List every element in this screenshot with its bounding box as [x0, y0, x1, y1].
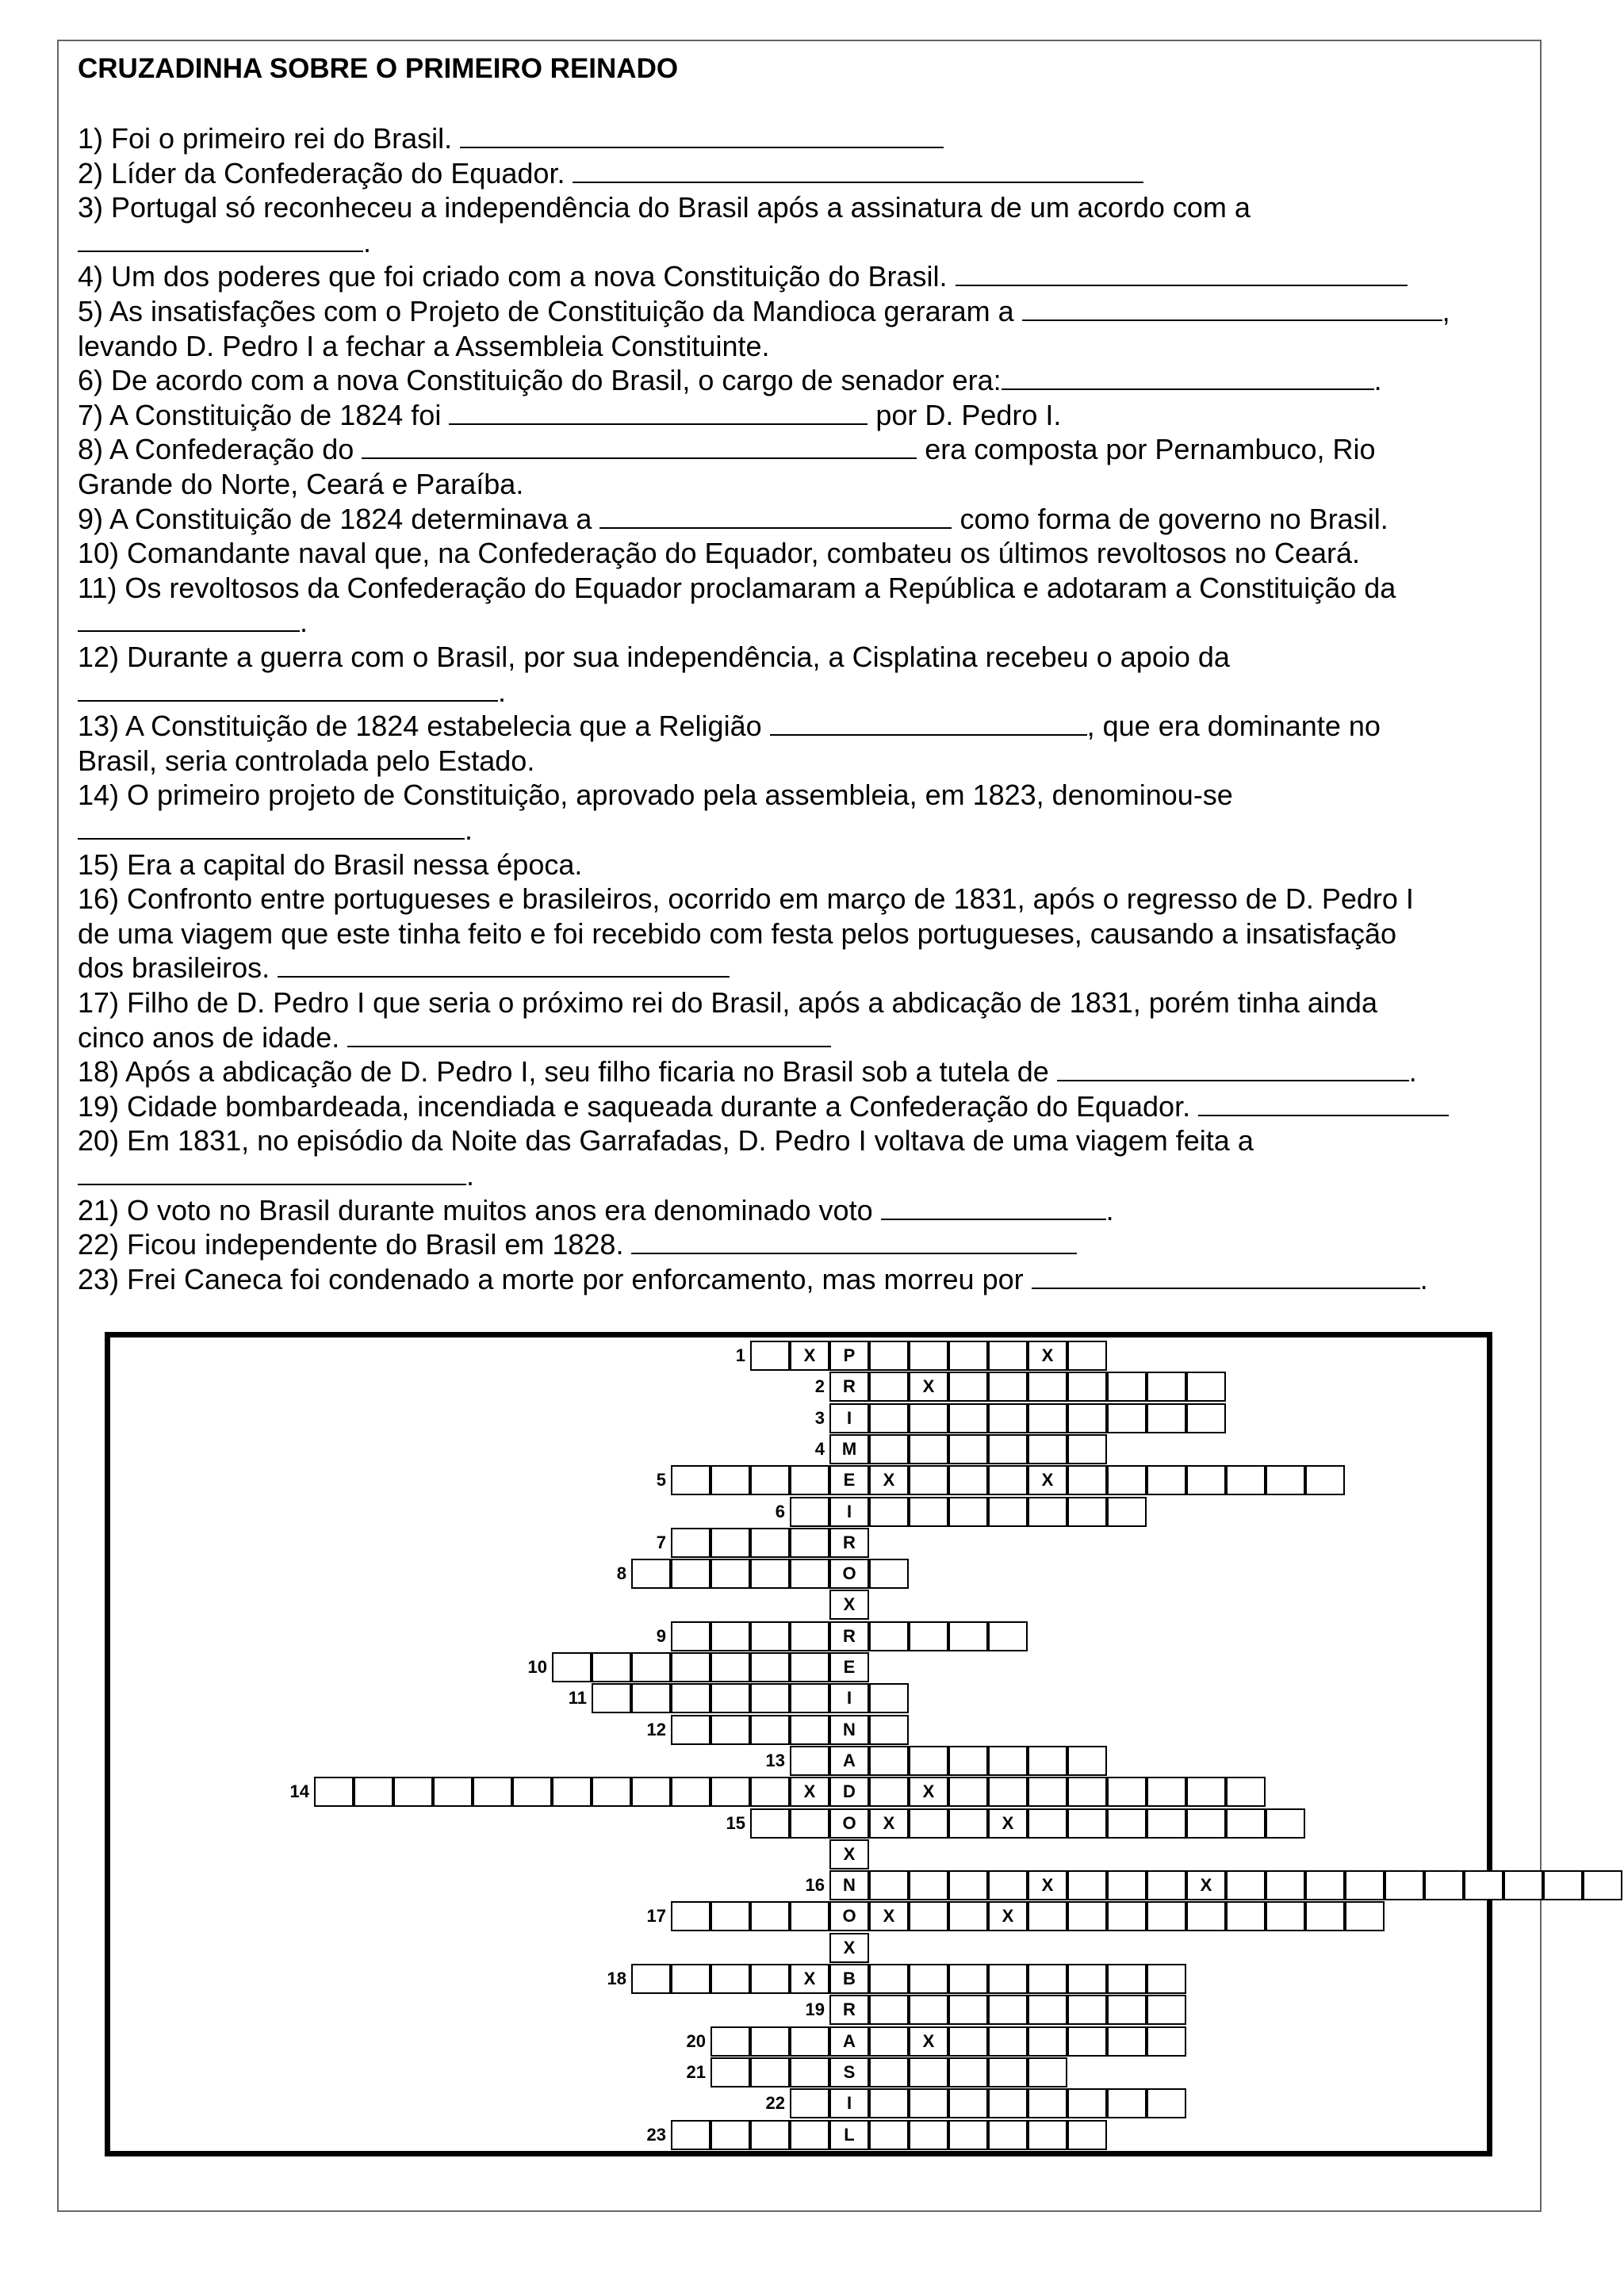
question-text: . — [466, 1159, 475, 1192]
answer-blank[interactable] — [78, 676, 498, 702]
clue-number: 13 — [765, 1750, 785, 1770]
clue-number: 22 — [765, 2093, 785, 2114]
clue-number: 17 — [646, 1906, 666, 1927]
clue-number: 6 — [775, 1501, 785, 1521]
answer-blank[interactable] — [1032, 1264, 1420, 1289]
question-text: 19) Cidade bombardeada, incendiada e saqueada durante a Confederação do Equador. — [78, 1089, 1199, 1123]
question-text: 10) Comandante naval que, na Confederação do Equador, combateu os últimos revoltosos no Ceará. — [78, 537, 1361, 570]
crossword-cell-filled: S — [829, 2057, 869, 2087]
clue-number: 21 — [686, 2061, 706, 2082]
crossword-cell-filled: X — [1028, 1870, 1067, 1900]
question-text: 16) Confronto entre portugueses e brasileiros, ocorrido em março de 1831, após o regresso de D. Pedro I — [78, 882, 1414, 916]
clue-number: 18 — [607, 1969, 626, 1988]
question-line — [78, 122, 944, 155]
question-line — [78, 1228, 1077, 1261]
question-line — [78, 606, 308, 639]
question-text: por D. Pedro I. — [868, 398, 1062, 431]
clue-number: 19 — [805, 1999, 825, 2020]
answer-blank[interactable] — [631, 1229, 1077, 1254]
question-text: era composta por Pernambuco, Rio — [917, 433, 1376, 466]
crossword-cell-filled: M — [829, 1434, 869, 1464]
crossword-cell-filled: O — [829, 1559, 869, 1589]
answer-blank[interactable] — [956, 261, 1408, 286]
question-line — [78, 433, 1376, 466]
crossword-cell-filled: A — [829, 1746, 869, 1776]
crossword-cell-filled: E — [829, 1465, 869, 1495]
question-line — [78, 399, 1061, 432]
crossword-cell-filled: X — [988, 1901, 1028, 1931]
answer-blank[interactable] — [881, 1195, 1106, 1220]
question-text: levando D. Pedro I a fechar a Assembleia Constituinte. — [78, 329, 770, 362]
clue-number: 20 — [686, 2030, 706, 2051]
question-text: 9) A Constituição de 1824 determinava a — [78, 502, 600, 535]
crossword-cell-filled: R — [829, 1995, 869, 2025]
answer-blank[interactable] — [599, 503, 952, 529]
crossword-cell-filled: X — [909, 1372, 948, 1402]
crossword-cell-filled: X — [829, 1933, 869, 1963]
question-line — [78, 1090, 1449, 1123]
question-line — [78, 1021, 831, 1054]
crossword-cell-filled: I — [829, 1497, 869, 1527]
question-text: . — [363, 225, 372, 258]
question-line — [78, 986, 1377, 1020]
crossword-cell-filled: X — [869, 1901, 909, 1931]
question-line — [78, 951, 730, 985]
question-line — [78, 917, 1396, 951]
clue-number: 4 — [814, 1438, 825, 1459]
answer-blank[interactable] — [770, 710, 1087, 736]
question-text: 13) A Constituição de 1824 estabelecia que a Religião — [78, 710, 770, 743]
answer-blank[interactable] — [347, 1022, 831, 1047]
question-line — [78, 157, 1143, 190]
crossword-cell-filled: B — [829, 1964, 869, 1994]
question-text: 4) Um dos poderes que foi criado com a nova Constituição do Brasil. — [78, 260, 956, 293]
question-text: 22) Ficou independente do Brasil em 1828. — [78, 1228, 632, 1261]
question-text: 6) De acordo com a nova Constituição do Brasil, o cargo de senador era: — [78, 364, 1002, 397]
question-text: 20) Em 1831, no episódio da Noite das Garrafadas, D. Pedro I voltava de uma viagem feita a — [78, 1124, 1254, 1158]
crossword-cell-filled: X — [1186, 1870, 1226, 1900]
question-line — [78, 468, 523, 501]
clue-number: 7 — [656, 1532, 666, 1552]
crossword-cell-filled: X — [869, 1465, 909, 1495]
question-line — [78, 1263, 1428, 1296]
question-line — [78, 503, 1388, 536]
crossword-cell-filled: N — [829, 1715, 869, 1745]
question-text: . — [498, 675, 507, 708]
crossword-cell-filled: X — [869, 1808, 909, 1839]
question-line — [78, 364, 1382, 397]
question-text: de uma viagem que este tinha feito e foi recebido com festa pelos portugueses, causando a insatisfação — [78, 916, 1397, 950]
answer-blank[interactable] — [573, 158, 1143, 183]
question-line — [78, 1159, 474, 1192]
crossword-frame — [105, 1332, 1492, 2156]
question-text: 21) O voto no Brasil durante muitos anos era denominado voto — [78, 1193, 881, 1226]
clue-number: 5 — [656, 1470, 666, 1490]
crossword-cell[interactable] — [1543, 1870, 1583, 1900]
clue-number: 8 — [616, 1563, 626, 1584]
page-title: CRUZADINHA SOBRE O PRIMEIRO REINADO — [78, 53, 679, 84]
answer-blank[interactable] — [1198, 1091, 1449, 1116]
question-text: . — [300, 606, 308, 639]
question-line — [78, 813, 473, 847]
crossword-cell-filled: X — [829, 1839, 869, 1869]
crossword-cell-filled: A — [829, 2026, 869, 2057]
clue-number: 9 — [656, 1625, 666, 1646]
question-text: cinco anos de idade. — [78, 1020, 348, 1054]
question-text: , — [1442, 295, 1450, 327]
question-line — [78, 260, 1408, 293]
answer-blank[interactable] — [78, 814, 465, 840]
question-text: , que era dominante no — [1086, 710, 1381, 743]
crossword-cell-filled: X — [909, 2026, 948, 2057]
question-line — [78, 295, 1450, 328]
clue-number: 1 — [735, 1345, 745, 1365]
answer-blank[interactable] — [78, 227, 363, 252]
crossword-cell-filled: X — [1028, 1341, 1067, 1371]
answer-blank[interactable] — [1022, 296, 1442, 321]
question-line — [78, 1055, 1417, 1089]
question-line — [78, 848, 582, 882]
question-line — [78, 641, 1230, 674]
question-text: 23) Frei Caneca foi condenado a morte por enforcamento, mas morreu por — [78, 1262, 1032, 1295]
answer-blank[interactable] — [460, 123, 944, 148]
question-text: Brasil, seria controlada pelo Estado. — [78, 744, 535, 777]
answer-blank[interactable] — [278, 952, 730, 978]
crossword-cell-filled: I — [829, 1683, 869, 1713]
question-text: 14) O primeiro projeto de Constituição, aprovado pela assembleia, em 1823, denominou-se — [78, 779, 1233, 812]
question-text: 17) Filho de D. Pedro I que seria o próximo rei do Brasil, após a abdicação de 1831, porém tinha ainda — [78, 986, 1377, 1019]
clue-number: 2 — [814, 1376, 825, 1397]
crossword-cell-filled: X — [1028, 1465, 1067, 1495]
answer-blank[interactable] — [362, 434, 917, 459]
question-text: 8) A Confederação do — [78, 433, 362, 466]
clue-number: 3 — [814, 1407, 825, 1428]
answer-blank[interactable] — [1002, 365, 1374, 390]
answer-blank[interactable] — [449, 400, 868, 425]
crossword-cell-filled: I — [829, 2088, 869, 2118]
crossword-cell-filled: P — [829, 1341, 869, 1371]
clue-number: 23 — [646, 2124, 666, 2145]
question-line — [78, 1194, 1114, 1227]
question-line — [78, 675, 506, 709]
question-text: 3) Portugal só reconheceu a independência do Brasil após a assinatura de um acordo com a — [78, 191, 1251, 224]
clue-number: 14 — [289, 1781, 309, 1802]
question-text: 2) Líder da Confederação do Equador. — [78, 156, 573, 189]
question-text: . — [1105, 1193, 1114, 1226]
crossword-cell-filled: R — [829, 1372, 869, 1402]
crossword-cell-filled: X — [790, 1341, 829, 1371]
question-line — [78, 537, 1360, 570]
question-line — [78, 882, 1414, 916]
question-text: como forma de governo no Brasil. — [952, 502, 1388, 535]
crossword-cell-filled: D — [829, 1777, 869, 1807]
question-text: . — [1373, 364, 1382, 397]
crossword-cell-filled: O — [829, 1901, 869, 1931]
question-text: 5) As insatisfações com o Projeto de Constituição da Mandioca geraram a — [78, 295, 1022, 327]
question-line — [78, 744, 534, 778]
question-line — [78, 572, 1396, 605]
question-text: . — [465, 813, 473, 846]
crossword-cell-filled: X — [829, 1590, 869, 1620]
question-line — [78, 191, 1251, 224]
question-text: 7) A Constituição de 1824 foi — [78, 398, 450, 431]
question-text: 12) Durante a guerra com o Brasil, por sua independência, a Cisplatina recebeu o apoio da — [78, 641, 1230, 673]
question-line — [78, 330, 770, 363]
clue-number: 12 — [646, 1719, 666, 1739]
clue-number: 16 — [805, 1875, 825, 1896]
question-line — [78, 226, 371, 259]
crossword-cell-filled: X — [790, 1777, 829, 1807]
crossword-cell-filled: N — [829, 1870, 869, 1900]
question-text: 18) Após a abdicação de D. Pedro I, seu filho ficaria no Brasil sob a tutela de — [78, 1055, 1057, 1089]
question-text: Grande do Norte, Ceará e Paraíba. — [78, 468, 524, 500]
question-line — [78, 779, 1233, 812]
crossword-cell[interactable] — [1583, 1870, 1622, 1900]
crossword-cell-filled: R — [829, 1621, 869, 1651]
question-line — [78, 710, 1381, 743]
crossword-cell-filled: X — [988, 1808, 1028, 1839]
answer-blank[interactable] — [78, 607, 300, 632]
question-text: 15) Era a capital do Brasil nessa época. — [78, 848, 583, 881]
question-line — [78, 1124, 1254, 1158]
clue-number: 10 — [527, 1657, 547, 1677]
question-text: dos brasileiros. — [78, 951, 278, 985]
answer-blank[interactable] — [78, 1160, 466, 1185]
question-text: . — [1408, 1055, 1417, 1089]
crossword-cell-filled: L — [829, 2120, 869, 2150]
crossword-cell-filled: X — [909, 1777, 948, 1807]
answer-blank[interactable] — [1057, 1056, 1409, 1081]
clue-number: 11 — [568, 1688, 587, 1709]
question-text: . — [1419, 1262, 1428, 1295]
question-text: 1) Foi o primeiro rei do Brasil. — [78, 122, 461, 155]
clue-number: 15 — [726, 1812, 745, 1833]
crossword-cell-filled: X — [790, 1964, 829, 1994]
crossword-cell-filled: R — [829, 1528, 869, 1558]
crossword-cell-filled: E — [829, 1652, 869, 1682]
crossword-cell-filled: O — [829, 1808, 869, 1839]
crossword-cell-filled: I — [829, 1403, 869, 1433]
question-text: 11) Os revoltosos da Confederação do Equador proclamaram a República e adotaram a Constituição da — [78, 571, 1396, 604]
